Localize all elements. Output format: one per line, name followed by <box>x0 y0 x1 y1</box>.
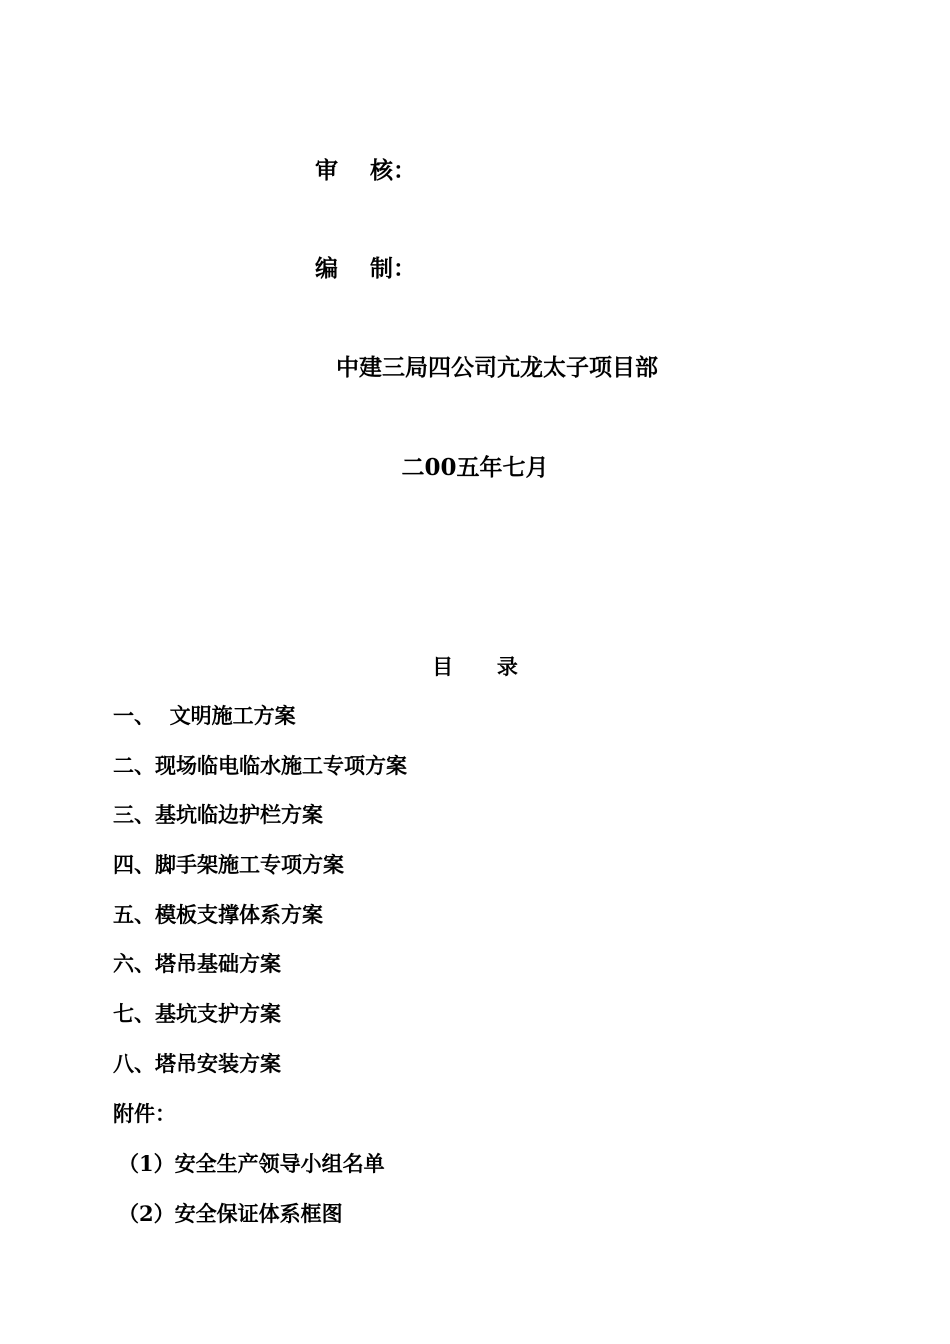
attachments-label: 附件： <box>113 1101 176 1126</box>
toc-item: 六、塔吊基础方案 <box>113 951 281 977</box>
toc-item: 八、塔吊安装方案 <box>113 1050 281 1076</box>
organization-name: 中建三局四公司亢龙太子项目部 <box>336 354 658 381</box>
attachment-item: （1）安全生产领导小组名单 <box>118 1151 385 1176</box>
toc-item: 三、基坑临边护栏方案 <box>113 802 323 828</box>
toc-list <box>113 702 407 1100</box>
toc-item: 一、 文明施工方案 <box>113 703 296 728</box>
document-date: 二00五年七月 <box>401 454 549 481</box>
review-signature-line: 审 核： <box>315 157 417 184</box>
toc-item: 四、脚手架施工专项方案 <box>113 852 344 878</box>
toc-item: 二、现场临电临水施工专项方案 <box>113 752 407 778</box>
attachment-item: （2）安全保证体系框图 <box>118 1201 343 1226</box>
toc-item: 五、模板支撑体系方案 <box>113 901 323 927</box>
compile-signature-line: 编 制： <box>315 255 417 282</box>
toc-item: 七、基坑支护方案 <box>113 1001 281 1027</box>
attachments-list <box>118 1150 385 1250</box>
toc-title: 目 录 <box>432 654 518 679</box>
